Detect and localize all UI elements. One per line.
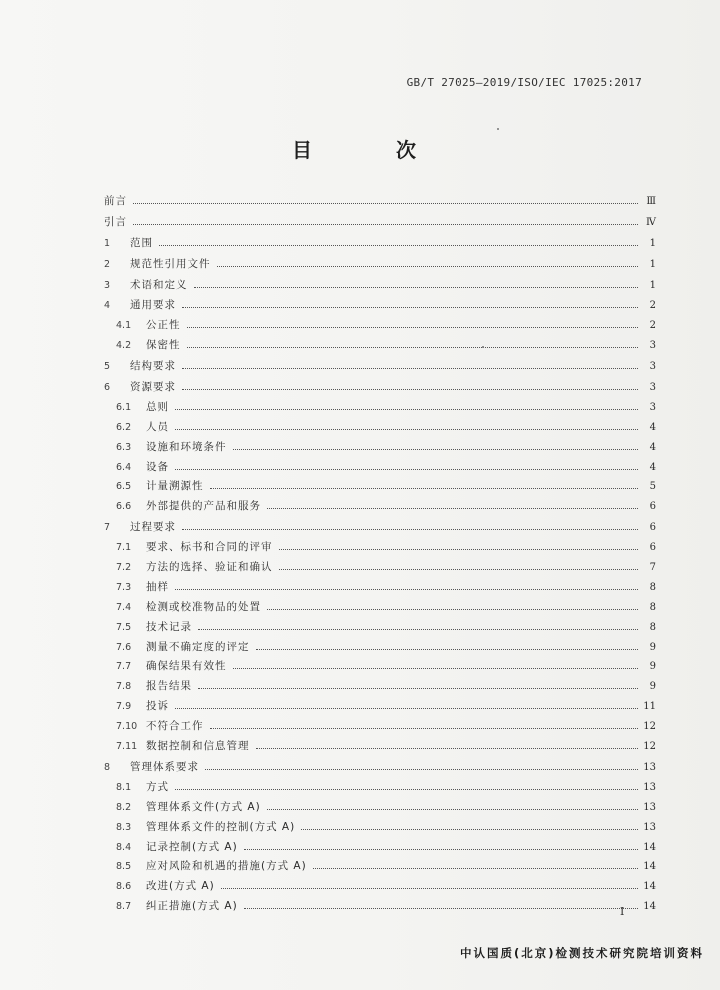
toc-entry-page: 9 [649, 681, 656, 693]
toc-entry-title: 结构要求 [130, 360, 176, 373]
toc-entry-page: 6 [649, 501, 656, 513]
toc-entry-number: 7.7 [116, 661, 132, 673]
toc-entry-title: 管理体系要求 [130, 760, 199, 773]
dot-leader [175, 589, 638, 590]
toc-entry-page: 3 [649, 361, 656, 373]
toc-entry [104, 256, 656, 276]
dot-leader [194, 287, 639, 288]
toc-entry-page: 3 [649, 340, 656, 352]
toc-entry-page: 6 [649, 522, 656, 534]
toc-entry-page: 1 [649, 279, 656, 291]
toc-entry [104, 399, 656, 419]
toc-entry [104, 459, 656, 479]
toc-entry-page: 8 [649, 581, 656, 593]
toc-entry-page: 4 [649, 421, 656, 433]
dot-leader [187, 347, 639, 348]
toc-entry-title: 不符合工作 [146, 720, 204, 733]
toc-entry-title: 前言 [104, 195, 127, 207]
toc-entry-title: 设备 [146, 460, 169, 473]
dot-leader [267, 508, 638, 509]
toc-entry-title: 设施和环境条件 [146, 440, 227, 453]
toc-entry-page: 13 [643, 821, 656, 833]
toc-entry [104, 539, 656, 559]
toc-entry-title: 确保结果有效性 [146, 660, 227, 673]
toc-entry-title: 改进(方式 A) [146, 880, 215, 893]
toc-entry-page: 2 [649, 320, 656, 332]
toc-entry-page: 8 [649, 621, 656, 633]
dot-leader [205, 769, 638, 770]
toc-entry-title: 方式 [146, 780, 169, 793]
toc-entry-title: 过程要求 [130, 521, 176, 534]
toc-entry-page: 8 [649, 601, 656, 613]
dot-leader [256, 748, 639, 749]
toc-entry-page: 3 [649, 382, 656, 394]
dot-leader [198, 688, 638, 689]
toc-entry-title: 资源要求 [130, 381, 176, 394]
toc-entry-page: 12 [643, 741, 656, 753]
dot-leader [182, 307, 638, 308]
toc-entry-title: 外部提供的产品和服务 [146, 500, 261, 513]
dot-leader [244, 849, 638, 850]
dot-leader [175, 409, 638, 410]
dot-leader [217, 266, 639, 267]
toc-entry-number: 8.3 [116, 821, 132, 833]
toc-entry-number: 8.6 [116, 881, 132, 893]
toc-entry-title: 技术记录 [146, 620, 192, 633]
dot-leader [175, 789, 638, 790]
dot-leader [313, 868, 638, 869]
toc-entry [104, 819, 656, 839]
toc-entry-page: 12 [643, 721, 656, 733]
toc-entry-number: 7.3 [116, 581, 132, 593]
toc-entry-number: 8.7 [116, 901, 132, 913]
toc-entry-number: 6.4 [116, 461, 132, 473]
toc-entry [104, 698, 656, 718]
dot-leader [187, 327, 639, 328]
toc-entry-number: 8.5 [116, 861, 132, 873]
scan-speck [482, 346, 484, 348]
toc-entry-title: 管理体系文件(方式 A) [146, 800, 261, 813]
dot-leader [267, 809, 638, 810]
toc-entry [104, 858, 656, 878]
toc-entry-number: 7.10 [116, 721, 138, 733]
dot-leader [244, 908, 638, 909]
toc-entry [104, 519, 656, 539]
toc-entry-number: 7.8 [116, 681, 132, 693]
toc-entry-title: 通用要求 [130, 299, 176, 312]
toc-entry-number: 7.2 [116, 562, 132, 574]
toc-entry-number: 6.2 [116, 421, 132, 433]
toc-entry [104, 419, 656, 439]
toc-entry-number: 8.1 [116, 781, 132, 793]
dot-leader [233, 449, 639, 450]
toc-entry [104, 658, 656, 678]
toc-entry-title: 记录控制(方式 A) [146, 840, 238, 853]
toc-entry-page: 1 [649, 237, 656, 249]
toc-entry-title: 纠正措施(方式 A) [146, 900, 238, 913]
toc-entry-title: 投诉 [146, 700, 169, 713]
toc-entry-page: 13 [643, 781, 656, 793]
toc-entry-page: 4 [649, 441, 656, 453]
toc-entry-title: 公正性 [146, 319, 181, 332]
toc-entry-title: 引言 [104, 215, 127, 228]
toc-entry [104, 379, 656, 399]
toc-entry-number: 8.2 [116, 801, 132, 813]
toc-entry [104, 277, 656, 297]
toc-entry-number: 5 [104, 361, 111, 373]
toc-entry [104, 559, 656, 579]
toc-entry-number: 2 [104, 258, 111, 270]
toc-entry [104, 839, 656, 859]
toc-entry-number: 7.5 [116, 621, 132, 633]
dot-leader [175, 429, 638, 430]
toc-entry-page: 6 [649, 542, 656, 554]
page-title: 目 次 [292, 138, 448, 162]
toc-entry [104, 619, 656, 639]
toc-entry [104, 738, 656, 758]
toc-entry [104, 193, 656, 213]
dot-leader [198, 629, 638, 630]
dot-leader [182, 529, 638, 530]
toc-entry [104, 599, 656, 619]
toc-entry-number: 6.3 [116, 441, 132, 453]
dot-leader [133, 203, 638, 204]
toc-entry-number: 6.6 [116, 501, 132, 513]
dot-leader [182, 368, 638, 369]
dot-leader [301, 829, 638, 830]
toc-entry-title: 计量溯源性 [146, 480, 204, 493]
table-of-contents [104, 192, 656, 918]
toc-entry [104, 898, 656, 918]
toc-entry [104, 317, 656, 337]
page-number: Ⅰ [620, 905, 625, 918]
footer-banner: 中认国质(北京)检测技术研究院培训资料 [459, 946, 704, 960]
toc-entry-page: Ⅳ [646, 216, 656, 228]
toc-entry-title: 术语和定义 [130, 278, 188, 291]
toc-entry-title: 方法的选择、验证和确认 [146, 561, 273, 574]
standard-code: GB/T 27025—2019/ISO/IEC 17025:2017 [406, 76, 642, 89]
scan-speck [497, 128, 499, 130]
toc-entry-number: 7.6 [116, 641, 132, 653]
toc-entry-page: 14 [643, 841, 656, 853]
toc-entry-title: 范围 [130, 236, 153, 249]
toc-entry-number: 1 [104, 237, 111, 249]
toc-entry [104, 439, 656, 459]
toc-entry-page: 9 [649, 641, 656, 653]
toc-entry-number: 7.9 [116, 701, 132, 713]
toc-entry-number: 7.4 [116, 601, 132, 613]
toc-entry [104, 478, 656, 498]
toc-entry-title: 人员 [146, 420, 169, 433]
toc-entry-title: 报告结果 [146, 680, 192, 693]
toc-entry-number: 4 [104, 300, 111, 312]
toc-entry-title: 数据控制和信息管理 [146, 740, 250, 753]
toc-entry-page: 9 [649, 661, 656, 673]
toc-entry [104, 297, 656, 317]
toc-entry-page: 7 [649, 562, 656, 574]
toc-entry [104, 779, 656, 799]
dot-leader [210, 728, 639, 729]
toc-entry-page: 14 [643, 861, 656, 873]
toc-entry-number: 6 [104, 382, 111, 394]
toc-entry-number: 4.1 [116, 320, 132, 332]
toc-entry-title: 抽样 [146, 580, 169, 593]
toc-entry-title: 测量不确定度的评定 [146, 640, 250, 653]
toc-entry-number: 4.2 [116, 340, 132, 352]
toc-entry-number: 3 [104, 279, 111, 291]
dot-leader [159, 245, 638, 246]
toc-entry-title: 保密性 [146, 339, 181, 352]
toc-entry-page: 14 [643, 881, 656, 893]
dot-leader [210, 488, 639, 489]
toc-entry-title: 要求、标书和合同的评审 [146, 541, 273, 554]
toc-entry-number: 8.4 [116, 841, 132, 853]
dot-leader [279, 549, 639, 550]
toc-entry-number: 7.1 [116, 542, 132, 554]
toc-entry-number: 6.5 [116, 481, 132, 493]
dot-leader [267, 609, 638, 610]
toc-entry [104, 759, 656, 779]
toc-entry-number: 8 [104, 761, 111, 773]
toc-entry [104, 878, 656, 898]
toc-entry-number: 7.11 [116, 741, 138, 753]
toc-entry-title: 应对风险和机遇的措施(方式 A) [146, 860, 307, 873]
dot-leader [256, 649, 639, 650]
toc-entry-page: 11 [643, 701, 656, 713]
dot-leader [175, 708, 638, 709]
toc-entry [104, 799, 656, 819]
toc-entry-title: 规范性引用文件 [130, 257, 211, 270]
dot-leader [233, 668, 639, 669]
toc-entry [104, 358, 656, 378]
toc-entry-page: 2 [649, 300, 656, 312]
toc-entry [104, 579, 656, 599]
dot-leader [182, 389, 638, 390]
toc-entry [104, 678, 656, 698]
toc-entry-number: 6.1 [116, 401, 132, 413]
dot-leader [221, 888, 638, 889]
dot-leader [133, 224, 638, 225]
toc-entry-page: 13 [643, 761, 656, 773]
toc-entry-page: 5 [649, 481, 656, 493]
toc-entry-page: Ⅲ [646, 196, 656, 207]
toc-entry-page: 14 [643, 901, 656, 913]
toc-entry [104, 639, 656, 659]
dot-leader [175, 469, 638, 470]
toc-entry [104, 235, 656, 255]
toc-entry-page: 1 [649, 258, 656, 270]
toc-entry-title: 管理体系文件的控制(方式 A) [146, 820, 296, 833]
toc-entry-title: 检测或校准物品的处置 [146, 600, 261, 613]
toc-entry-title: 总则 [146, 400, 169, 413]
toc-entry-page: 3 [649, 401, 656, 413]
toc-entry-page: 4 [649, 461, 656, 473]
toc-entry-number: 7 [104, 522, 111, 534]
toc-entry-page: 13 [643, 801, 656, 813]
toc-entry [104, 214, 656, 234]
toc-entry [104, 337, 656, 357]
toc-entry [104, 718, 656, 738]
dot-leader [279, 569, 639, 570]
toc-entry [104, 498, 656, 518]
